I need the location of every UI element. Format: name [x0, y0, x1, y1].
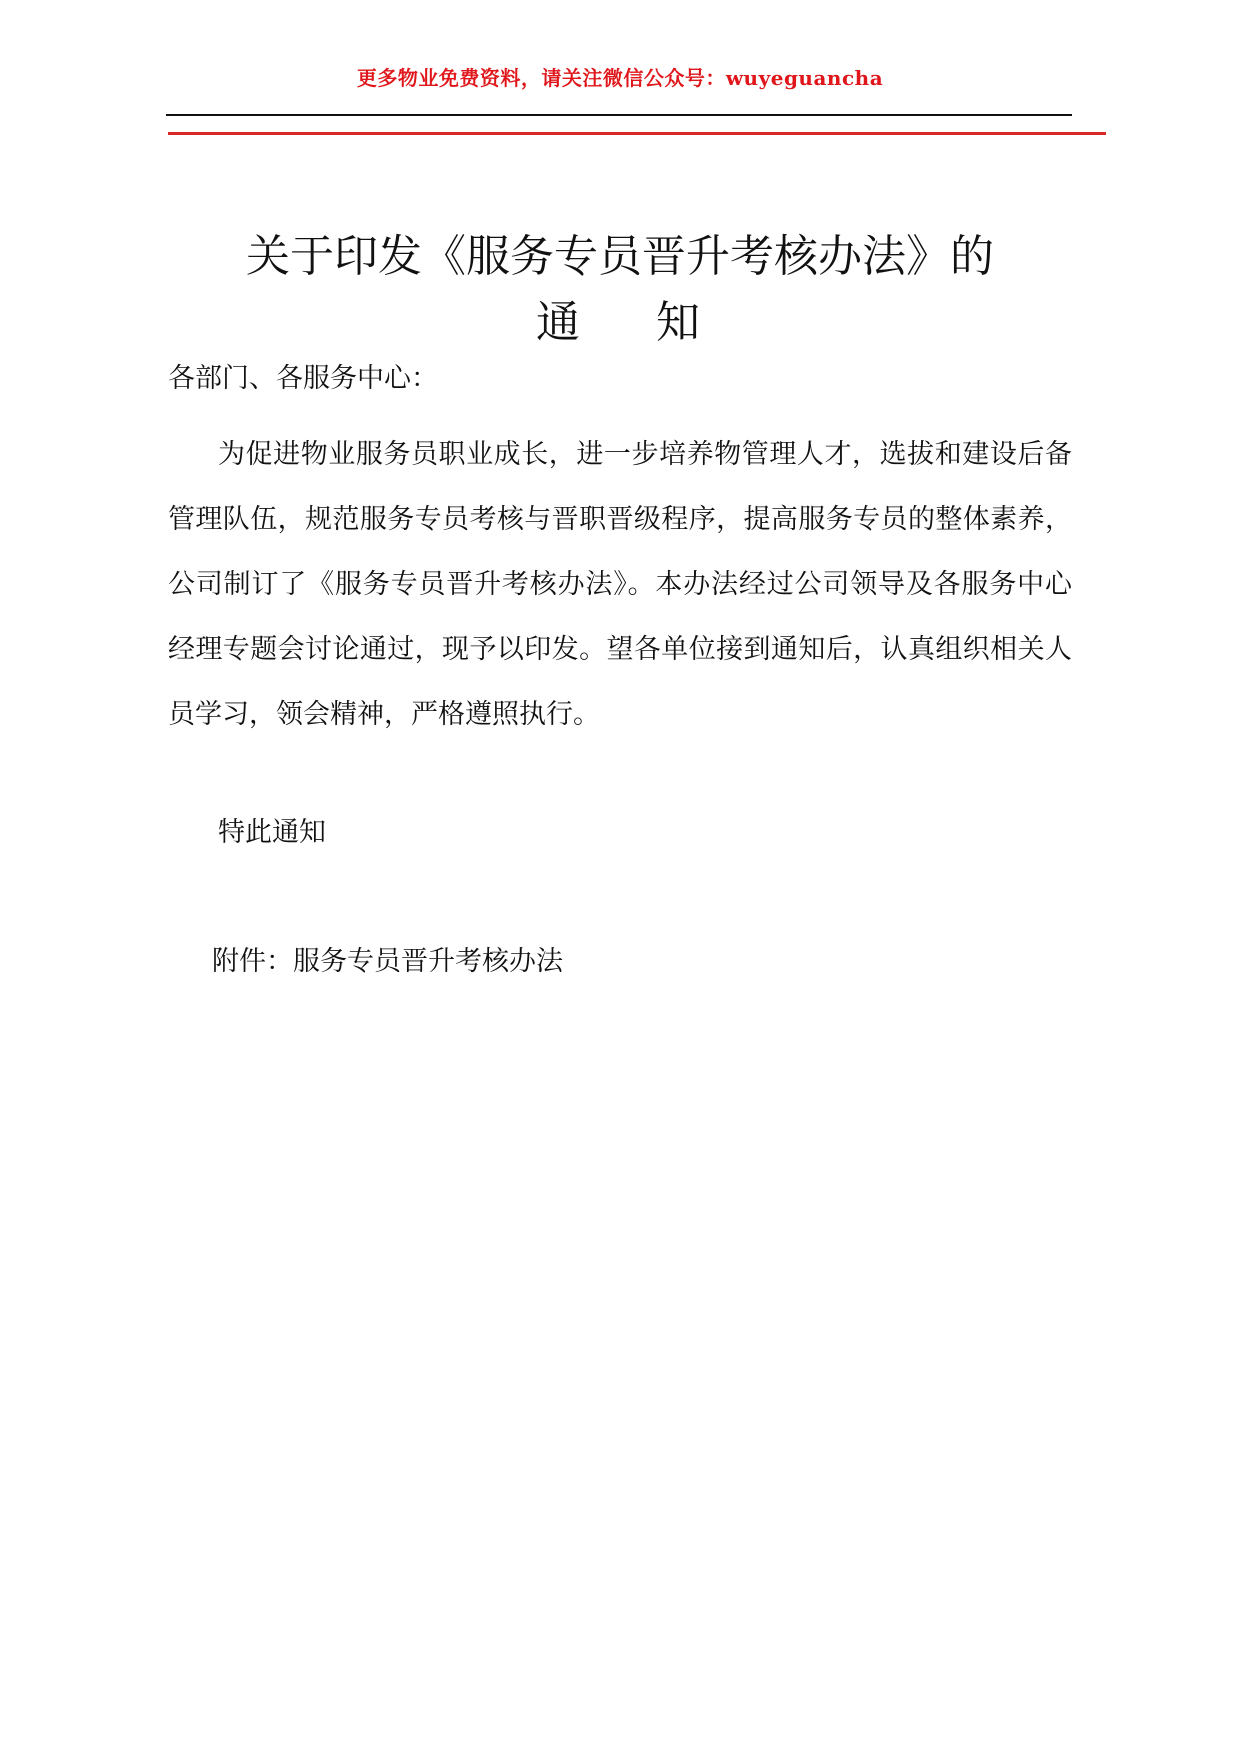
- header-banner: 更多物业免费资料，请关注微信公众号：wuyeguancha: [356, 66, 884, 90]
- attachment-line: 附件：服务专员晋升考核办法: [212, 946, 563, 977]
- title-char-tong: 通: [536, 297, 584, 348]
- closing-text: 特此通知: [218, 817, 326, 848]
- header-black-rule: [166, 114, 1072, 116]
- title-char-zhi: 知: [656, 297, 704, 348]
- document-title-line-2: [0, 286, 1240, 350]
- document-title-line-1: 关于印发《服务专员晋升考核办法》的: [246, 231, 994, 282]
- body-paragraph: 为促进物业服务员职业成长，进一步培养物管理人才，选拔和建设后备管理队伍，规范服务专员考核与晋职晋级程序，提高服务专员的整体素养，公司制订了《服务专员晋升考核办法》。本办法经过公司领导及各服务中心经理专题会讨论通过，现予以印发。望各单位接到通知后，认真组织相关人员学习，领会精神，严格遵照执行。: [168, 439, 1072, 730]
- header-red-rule: [168, 132, 1106, 135]
- salutation: 各部门、各服务中心：: [168, 363, 438, 394]
